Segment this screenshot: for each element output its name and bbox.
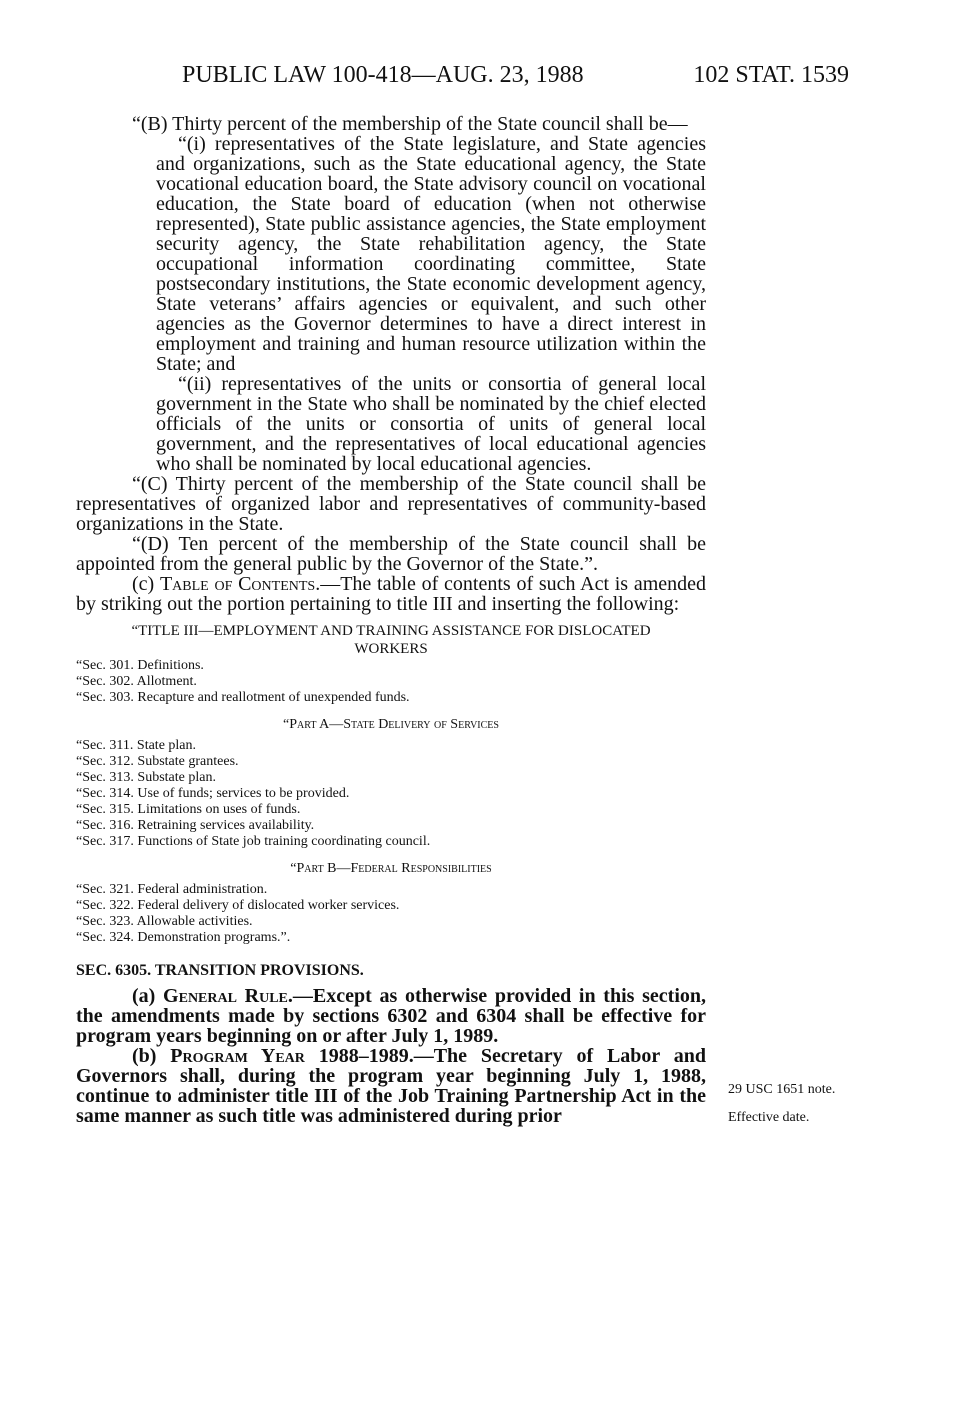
stat-page-number: 102 STAT. 1539 [693, 62, 849, 88]
section-6305-b [76, 1046, 706, 1126]
toc-item: “Sec. 301. Definitions. [76, 658, 204, 673]
toc-item: “Sec. 312. Substate grantees. [76, 754, 239, 769]
toc-item: “Sec. 321. Federal administration. [76, 882, 268, 897]
margin-note-effective-date: Effective date. [728, 1110, 810, 1125]
subsection-a-heading: General Rule. [163, 985, 293, 1007]
toc-part-a-heading: “Part A—State Delivery of Services [283, 717, 499, 732]
paragraph-b: “(B) Thirty percent of the membership of the State council shall be— [132, 113, 688, 135]
subsection-a-text: —Except as otherwise provided in this section, the amendments made by sections 6302 and 6304 shall be effective for program years beginning on or after July 1, 1989. [76, 985, 706, 1047]
toc-item: “Sec. 316. Retraining services availability. [76, 818, 315, 833]
toc-item: “Sec. 314. Use of funds; services to be provided. [76, 786, 350, 801]
margin-note-usc: 29 USC 1651 note. [728, 1082, 836, 1097]
subsection-b-text: 1988–1989.—The Secretary of Labor and Governors shall, during the program year beginning July 1, 1988, continue to administer title III of the Job Training Partnership Act in the same manner as such title was administered during prior [76, 1045, 707, 1127]
toc-item: “Sec. 317. Functions of State job training coordinating council. [76, 834, 431, 849]
section-6305-heading: SEC. 6305. TRANSITION PROVISIONS. [76, 962, 364, 979]
section-6305-a [76, 986, 706, 1046]
toc-item: “Sec. 313. Substate plan. [76, 770, 216, 785]
inserted-table-of-contents [76, 622, 706, 946]
page-header [182, 62, 849, 96]
toc-item: “Sec. 303. Recapture and reallotment of unexpended funds. [76, 690, 410, 705]
toc-paragraph-heading: Table of Contents. [159, 573, 321, 595]
paragraph-c: “(C) Thirty percent of the membership of the State council shall be representatives of organized labor and representatives of community-based organizations in the State. [76, 473, 706, 535]
toc-item: “Sec. 315. Limitations on uses of funds. [76, 802, 301, 817]
toc-title: “TITLE III—EMPLOYMENT AND TRAINING ASSISTANCE FOR DISLOCATED WORKERS [131, 623, 651, 657]
toc-paragraph-text: —The table of contents of such Act is amended by striking out the portion pertaining to title III and inserting the following: [76, 573, 707, 615]
toc-item: “Sec. 302. Allotment. [76, 674, 197, 689]
toc-item: “Sec. 322. Federal delivery of dislocated worker services. [76, 898, 400, 913]
toc-item: “Sec. 311. State plan. [76, 738, 197, 753]
subsection-b-lead: (b) [132, 1045, 157, 1067]
toc-item: “Sec. 324. Demonstration programs.”. [76, 930, 291, 945]
toc-part-b-heading: “Part B—Federal Responsibilities [290, 861, 492, 876]
subsection-b-heading: Program Year [170, 1045, 305, 1067]
paragraph-b-i: “(i) representatives of the State legislature, and State agencies and organizations, such as the State educational agency, the State vocational education board, the State advisory council on vocational education, the State board of education (when not otherwise represented), State public assistance agencies, the State employment security agency, the State rehabilitation agency, the State occupational information coordinating committee, State postsecondary institutions, the State economic development agency, State veterans’ affairs agencies or equivalent, and such other agencies as the Governor determines to have a direct interest in employment and training and human resource utilization within the State; and [156, 133, 706, 375]
paragraph-b-ii: “(ii) representatives of the units or consortia of general local government in the State who shall be nominated by the chief elected officials of the units or consortia of units of general local government, and the representatives of local educational agencies who shall be nominated by local educational agencies. [156, 373, 706, 475]
paragraph-table-of-contents [76, 574, 706, 614]
public-law-title: PUBLIC LAW 100-418—AUG. 23, 1988 [182, 62, 584, 88]
subsection-a-lead: (a) [132, 985, 156, 1007]
document-body [76, 114, 706, 1126]
toc-item: “Sec. 323. Allowable activities. [76, 914, 253, 929]
toc-paragraph-lead: (c) [132, 573, 155, 595]
paragraph-d: “(D) Ten percent of the membership of the State council shall be appointed from the general public by the Governor of the State.”. [76, 533, 706, 575]
